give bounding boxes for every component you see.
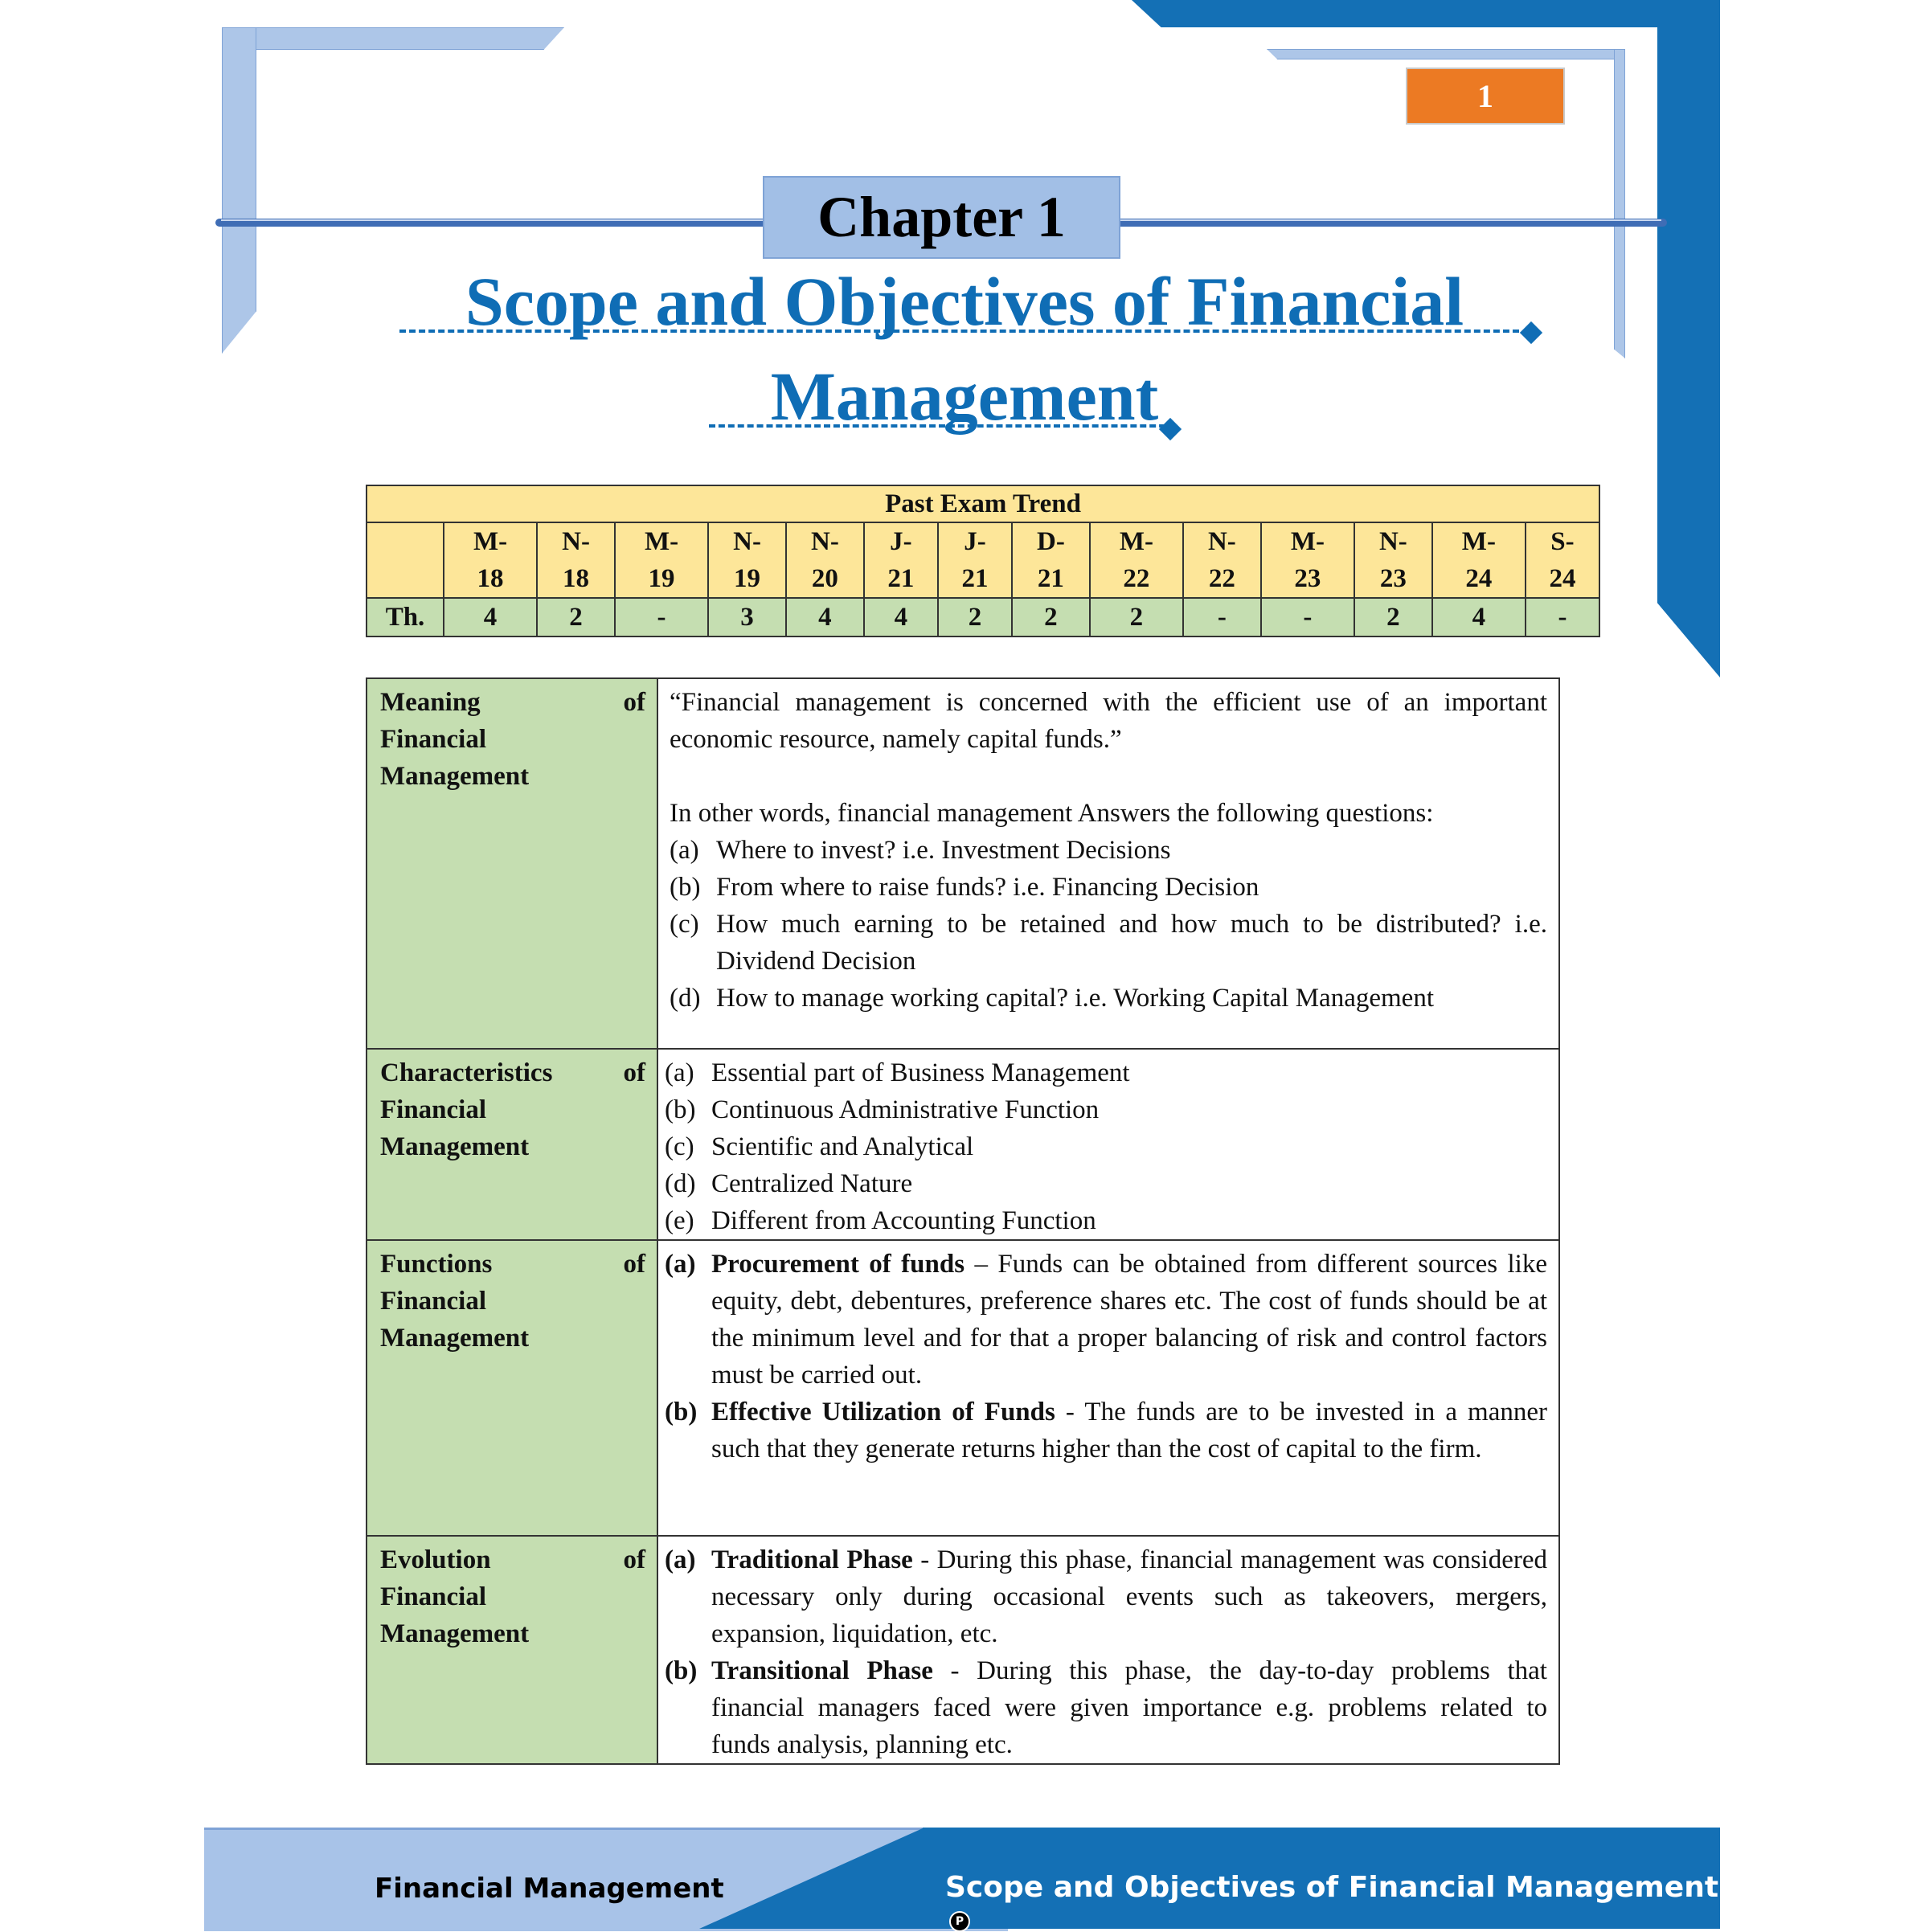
section-body: [657, 1240, 1559, 1536]
title-underline-1: [399, 330, 1519, 333]
section-heading: Meaning of Financial Management: [367, 678, 657, 1049]
section-functions: [367, 1240, 1559, 1536]
list-item: (a) Traditional Phase - During this phase, financial management was considered necessary only during occasional events such as takeovers, mergers, expansion, liquidation, etc.: [665, 1545, 1547, 1648]
row-label: Th.: [367, 598, 444, 636]
list-item: (a) Essential part of Business Management: [665, 1058, 1130, 1087]
marks-cell: -: [615, 598, 708, 636]
intro-text: In other words, financial management Answers the following questions:: [670, 799, 1434, 828]
section-characteristics: [367, 1049, 1559, 1240]
section-evolution: [367, 1536, 1559, 1764]
session-cell: N- 23: [1354, 522, 1432, 598]
footer-chapter-title: Scope and Objectives of Financial Management: [945, 1871, 1719, 1904]
exam-trend-title: Past Exam Trend: [367, 485, 1599, 522]
definition-quote: “Financial management is concerned with the efficient use of an important economic resource, namely capital funds.”: [670, 688, 1547, 754]
blank-header-cell: [367, 522, 444, 598]
title-underline-2: [709, 424, 1175, 428]
list-item: (b) Continuous Administrative Function: [665, 1095, 1100, 1124]
title-text-1: Scope and Objectives of Financial: [465, 263, 1464, 340]
past-exam-trend-table: [366, 485, 1600, 637]
list-item: (b) From where to raise funds? i.e. Financing Decision: [670, 873, 1259, 902]
marks-cell: 2: [537, 598, 615, 636]
marks-cell: 3: [708, 598, 786, 636]
exam-session-row: [367, 522, 1599, 598]
marks-cell: -: [1183, 598, 1261, 636]
marks-cell: 4: [786, 598, 864, 636]
session-cell: M- 23: [1261, 522, 1354, 598]
publisher-logo-icon: P: [949, 1911, 970, 1932]
session-cell: N- 18: [537, 522, 615, 598]
list-item: (b) Effective Utilization of Funds - The funds are to be invested in a manner such that they generate returns higher than the cost of capital to the firm.: [665, 1398, 1547, 1463]
chapter-label: Chapter 1: [817, 185, 1066, 249]
list-item: (b) Transitional Phase - During this phase, the day-to-day problems that financial managers faced were given importance e.g. problems related to funds analysis, planning etc.: [665, 1656, 1547, 1759]
section-body: [657, 1049, 1559, 1240]
marks-cell: -: [1526, 598, 1599, 636]
marks-cell: 2: [1354, 598, 1432, 636]
section-meaning: [367, 678, 1559, 1049]
session-cell: M- 24: [1432, 522, 1526, 598]
marks-cell: 2: [1090, 598, 1183, 636]
list-item: (c) How much earning to be retained and how much to be distributed? i.e. Dividend Decision: [670, 910, 1547, 976]
session-cell: S- 24: [1526, 522, 1599, 598]
section-heading: Evolution of Financial Management: [367, 1536, 657, 1764]
list-item: (a) Procurement of funds – Funds can be obtained from different sources like equity, debt, debentures, preference shares etc. The cost of funds should be at the minimum level and for that a proper balancing of risk and control factors must be carried out.: [665, 1250, 1548, 1390]
chapter-label-box: [763, 176, 1120, 259]
session-cell: N- 22: [1183, 522, 1261, 598]
session-cell: N- 20: [786, 522, 864, 598]
section-body: [657, 1536, 1559, 1764]
dark-blue-frame-top: [1132, 0, 1720, 27]
section-heading: Functions of Financial Management: [367, 1240, 657, 1536]
session-cell: M- 22: [1090, 522, 1183, 598]
section-body: [657, 678, 1559, 1049]
marks-cell: 2: [1012, 598, 1090, 636]
marks-cell: 4: [444, 598, 537, 636]
light-blue-frame-left-top: [222, 27, 564, 50]
list-item: (d) Centralized Nature: [665, 1169, 913, 1198]
marks-cell: 4: [1432, 598, 1526, 636]
light-blue-frame-right-top: [1267, 49, 1625, 59]
list-item: (d) How to manage working capital? i.e. Working Capital Management: [670, 984, 1434, 1013]
marks-cell: 4: [864, 598, 938, 636]
marks-cell: 2: [938, 598, 1012, 636]
list-item: (a) Where to invest? i.e. Investment Decisions: [670, 836, 1171, 865]
session-cell: J- 21: [864, 522, 938, 598]
section-heading: Characteristics of Financial Management: [367, 1049, 657, 1240]
theory-marks-row: [367, 598, 1599, 636]
footer-diagonal: [699, 1828, 924, 1929]
summary-table: [366, 677, 1560, 1765]
list-item: (e) Different from Accounting Function: [665, 1206, 1096, 1235]
session-cell: M- 18: [444, 522, 537, 598]
title-text-2: Management: [770, 358, 1159, 435]
session-cell: D- 21: [1012, 522, 1090, 598]
session-cell: N- 19: [708, 522, 786, 598]
list-item: (c) Scientific and Analytical: [665, 1132, 974, 1161]
session-cell: J- 21: [938, 522, 1012, 598]
footer-book-title: Financial Management: [375, 1873, 724, 1905]
page-number: 1: [1477, 78, 1493, 114]
marks-cell: -: [1261, 598, 1354, 636]
session-cell: M- 19: [615, 522, 708, 598]
page-number-badge: [1406, 68, 1565, 125]
